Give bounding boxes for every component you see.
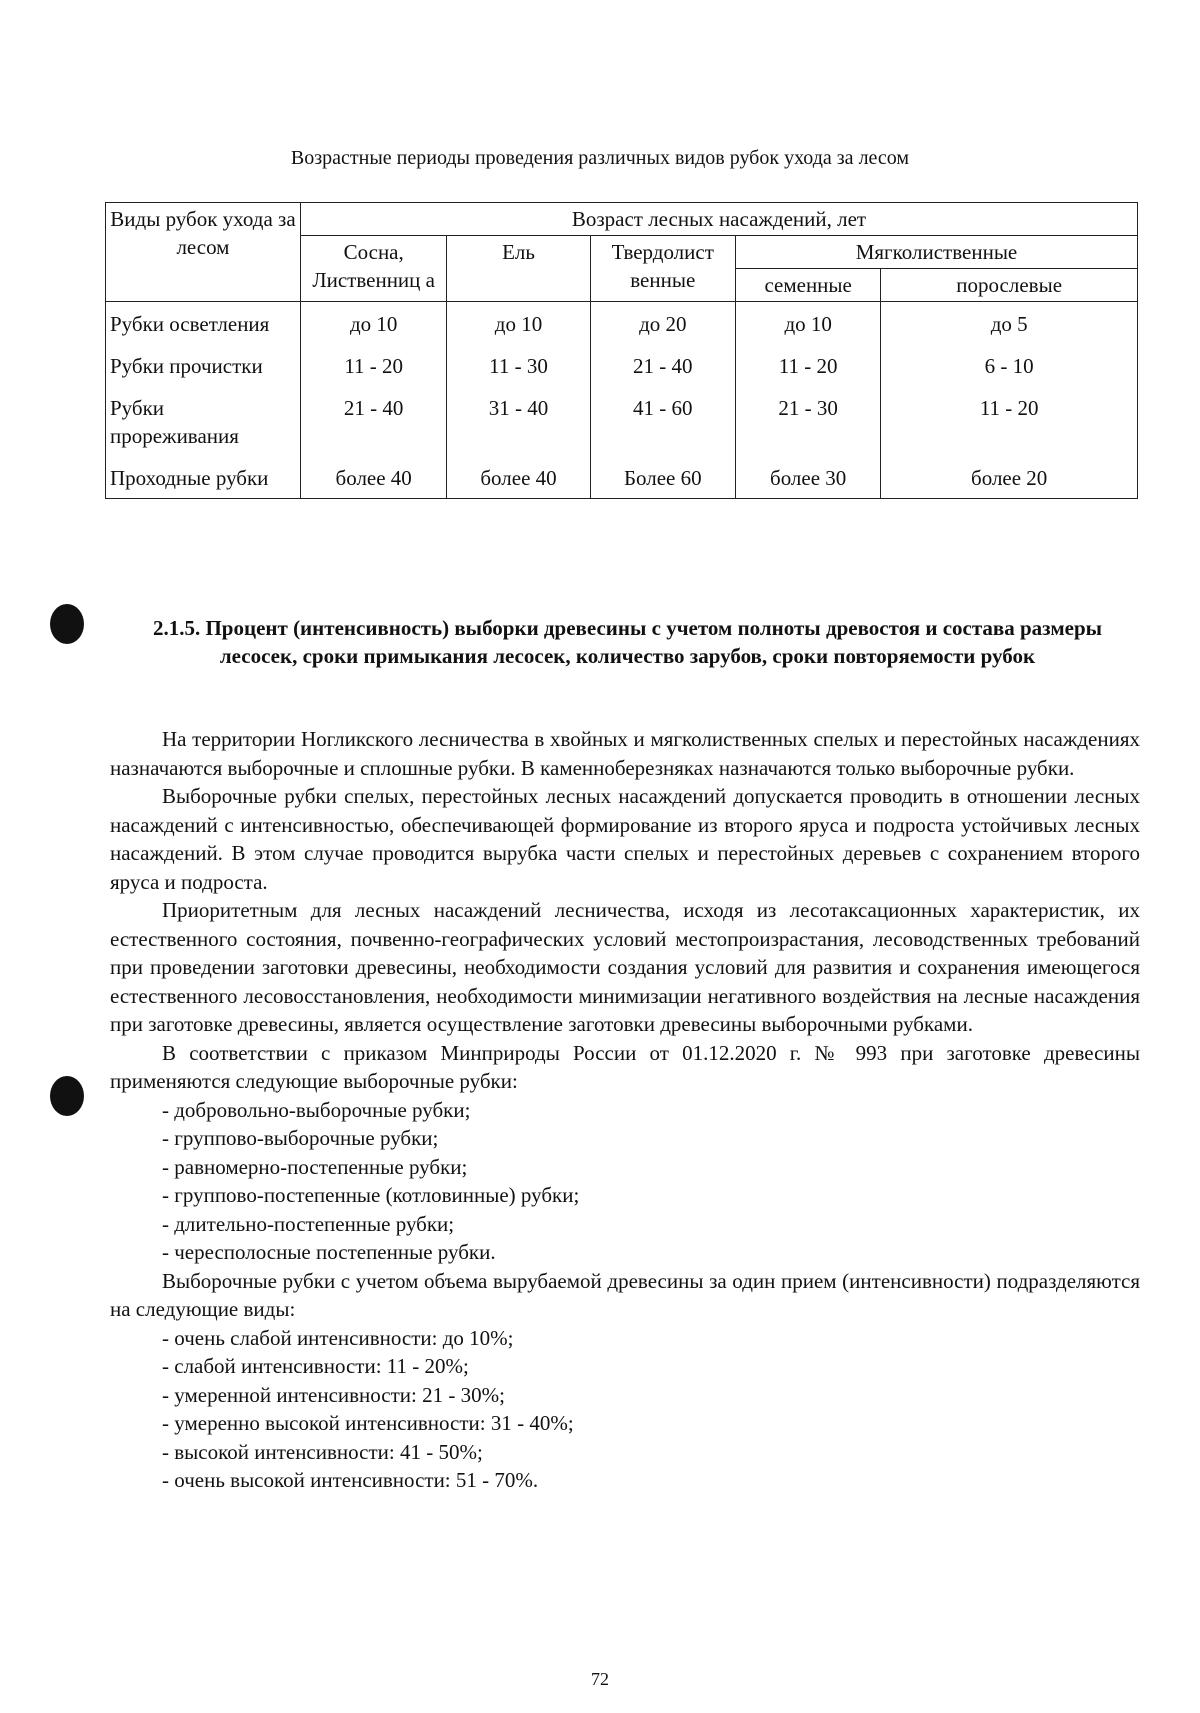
table-cell: до 10 — [735, 302, 880, 345]
list-item: - добровольно-выборочные рубки; — [162, 1097, 471, 1122]
column-header: Ель — [447, 236, 590, 302]
list-item: - длительно-постепенные рубки; — [162, 1211, 455, 1236]
table-cell: 11 - 30 — [447, 344, 590, 386]
intensity-list — [110, 1324, 1140, 1495]
row-label: Проходные рубки — [106, 456, 301, 499]
paragraph: Выборочные рубки с учетом объема вырубаемой древесины за один прием (интенсивности) подразделяются на следующие виды: — [110, 1268, 1140, 1321]
paragraph: На территории Ногликского лесничества в хвойных и мягколиственных спелых и перестойных насаждениях назначаются выборочные и сплошные рубки. В каменноберезняках назначаются только выборочные рубки. — [110, 727, 1140, 780]
column-header: Твердолист венные — [590, 236, 735, 302]
list-item: - группово-постепенные (котловинные) рубки; — [162, 1183, 580, 1207]
list-item: - умеренной интенсивности: 21 - 30%; — [162, 1382, 505, 1407]
table-cell: до 10 — [300, 302, 446, 345]
table-cell: Более 60 — [590, 456, 735, 499]
row-label: Рубки прочистки — [106, 344, 301, 386]
table-cell: 21 - 40 — [590, 344, 735, 386]
table-cell: 31 - 40 — [447, 386, 590, 456]
row-label: Рубки осветления — [106, 302, 301, 345]
row-label: Рубки прореживания — [106, 386, 301, 456]
table-cell: 6 - 10 — [881, 344, 1138, 386]
table-cell: 11 - 20 — [300, 344, 446, 386]
list-item: - высокой интенсивности: 41 - 50%; — [162, 1439, 483, 1464]
page-number: 72 — [591, 1669, 609, 1689]
table-cell: более 40 — [300, 456, 446, 499]
soft-group-header: Мягколиственные — [735, 236, 1137, 269]
table-cell: 21 - 40 — [300, 386, 446, 456]
table-cell: 41 - 60 — [590, 386, 735, 456]
table-cell: до 20 — [590, 302, 735, 345]
list-item: - очень слабой интенсивности: до 10%; — [162, 1325, 514, 1350]
list-item: - равномерно-постепенные рубки; — [162, 1154, 468, 1179]
section-heading: 2.1.5. Процент (интенсивность) выборки древесины с учетом полноты древостоя и состава размеры лесосек, сроки примыкания лесосек, количество зарубов, сроки повторяемости рубок — [152, 616, 1103, 668]
cutting-types-list — [110, 1096, 1140, 1267]
punch-hole-mark — [50, 604, 84, 644]
table-cell: 11 - 20 — [735, 344, 880, 386]
list-item: - очень высокой интенсивности: 51 - 70%. — [162, 1468, 539, 1492]
column-header: порослевые — [881, 269, 1138, 302]
table-caption: Возрастные периоды проведения различных видов рубок ухода за лесом — [290, 147, 910, 169]
table-row — [106, 302, 1138, 345]
list-item: - чересполосные постепенные рубки. — [162, 1240, 496, 1264]
table-cell: более 20 — [881, 456, 1138, 499]
paragraph: Приоритетным для лесных насаждений лесничества, исходя из лесотаксационных характеристик, их естественного состояния, почвенно-географических условий местопроизрастания, лесоводственных требований при проведении заготовки древесины, необходимости создания условий для развития и сохранения имеющегося естественного лесовосстановления, необходимости минимизации негативного воздействия на лесные насаждения при заготовке древесины, является осуществление заготовки древесины выборочными рубками. — [110, 898, 1140, 1036]
table-row — [106, 456, 1138, 499]
list-item: - группово-выборочные рубки; — [162, 1126, 439, 1150]
punch-hole-mark — [50, 1076, 84, 1116]
table-cell: 21 - 30 — [735, 386, 880, 456]
column-header: Сосна, Лиственниц а — [300, 236, 446, 302]
age-periods-table — [105, 202, 1138, 499]
list-item: - умеренно высокой интенсивности: 31 - 40%; — [162, 1411, 574, 1435]
table-row — [106, 344, 1138, 386]
section-body — [110, 725, 1140, 1495]
age-header: Возраст лесных насаждений, лет — [300, 203, 1137, 236]
table-cell: более 40 — [447, 456, 590, 499]
row-label-header: Виды рубок ухода за лесом — [106, 203, 301, 302]
column-header: семенные — [735, 269, 880, 302]
table-cell: до 5 — [881, 302, 1138, 345]
table-cell: 11 - 20 — [881, 386, 1138, 456]
table-cell: до 10 — [447, 302, 590, 345]
paragraph: Выборочные рубки спелых, перестойных лесных насаждений допускается проводить в отношении лесных насаждений с интенсивностью, обеспечивающей формирование из второго яруса и подроста устойчивых лесных насаждений. В этом случае проводится вырубка части спелых и перестойных деревьев с сохранением второго яруса и подроста. — [110, 784, 1140, 894]
table-cell: более 30 — [735, 456, 880, 499]
list-item: - слабой интенсивности: 11 - 20%; — [162, 1354, 469, 1378]
paragraph: В соответствии с приказом Минприроды России от 01.12.2020 г. № 993 при заготовке древесины применяются следующие выборочные рубки: — [110, 1040, 1140, 1093]
table-row — [106, 386, 1138, 456]
